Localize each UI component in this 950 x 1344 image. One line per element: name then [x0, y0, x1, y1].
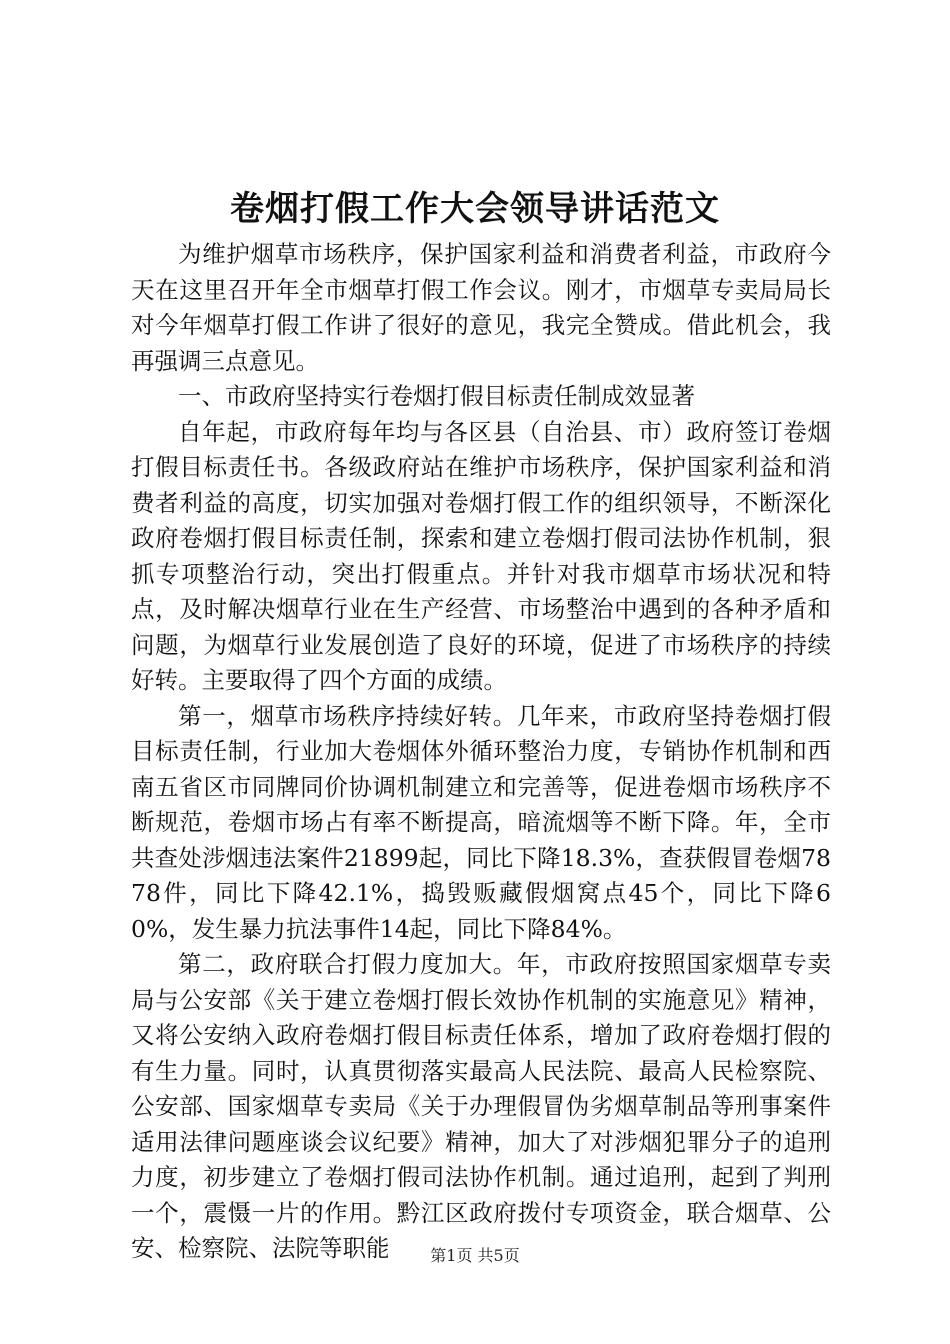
paragraph-point-one: 第一，烟草市场秩序持续好转。几年来，市政府坚持卷烟打假目标责任制，行业加大卷烟体外循环整治力度，专销协作机制和西南五省区市同牌同价协调机制建立和完善等，促进卷烟市场秩序不断规范，卷烟市场占有率不断提高，暗流烟等不断下降。年，全市共查处涉烟违法案件21899起，同比下降18.3%，查获假冒卷烟7878件，同比下降42.1%，捣毁贩藏假烟窝点45个，同比下降60%，发生暴力抗法事件14起，同比下降84%。 — [131, 701, 831, 943]
paragraph-achievements: 自年起，市政府每年均与各区县（自治县、市）政府签订卷烟打假目标责任书。各级政府站在维护市场秩序，保护国家利益和消费者利益的高度，切实加强对卷烟打假工作的组织领导，不断深化政府卷烟打假目标责任制，探索和建立卷烟打假司法协作机制，狠抓专项整治行动，突出打假重点。并针对我市烟草市场状况和特点，及时解决烟草行业在生产经营、市场整治中遇到的各种矛盾和问题，为烟草行业发展创造了良好的环境，促进了市场秩序的持续好转。主要取得了四个方面的成绩。 — [131, 417, 831, 694]
paragraph-point-two: 第二，政府联合打假力度加大。年，市政府按照国家烟草专卖局与公安部《关于建立卷烟打假长效协作机制的实施意见》精神，又将公安纳入政府卷烟打假目标责任体系，增加了政府卷烟打假的有生力量。同时，认真贯彻落实最高人民法院、最高人民检察院、公安部、国家烟草专卖局《关于办理假冒伪劣烟草制品等刑事案件适用法律问题座谈会议纪要》精神，加大了对涉烟犯罪分子的追刑力度，初步建立了卷烟打假司法协作机制。通过追刑，起到了判刑一个，震慑一片的作用。黔江区政府拨付专项资金，联合烟草、公安、检察院、法院等职能 — [131, 950, 831, 1262]
section-heading: 一、市政府坚持实行卷烟打假目标责任制成效显著 — [178, 382, 695, 410]
document-body — [131, 237, 831, 1267]
document-title: 卷烟打假工作大会领导讲话范文 — [230, 189, 720, 229]
page-number-footer: 第1页 共5页 — [430, 1246, 520, 1265]
paragraph-intro: 为维护烟草市场秩序，保护国家利益和消费者利益，市政府今天在这里召开年全市烟草打假工作会议。刚才，市烟草专卖局局长对今年烟草打假工作讲了很好的意见，我完全赞成。借此机会，我再强调三点意见。 — [131, 240, 831, 375]
